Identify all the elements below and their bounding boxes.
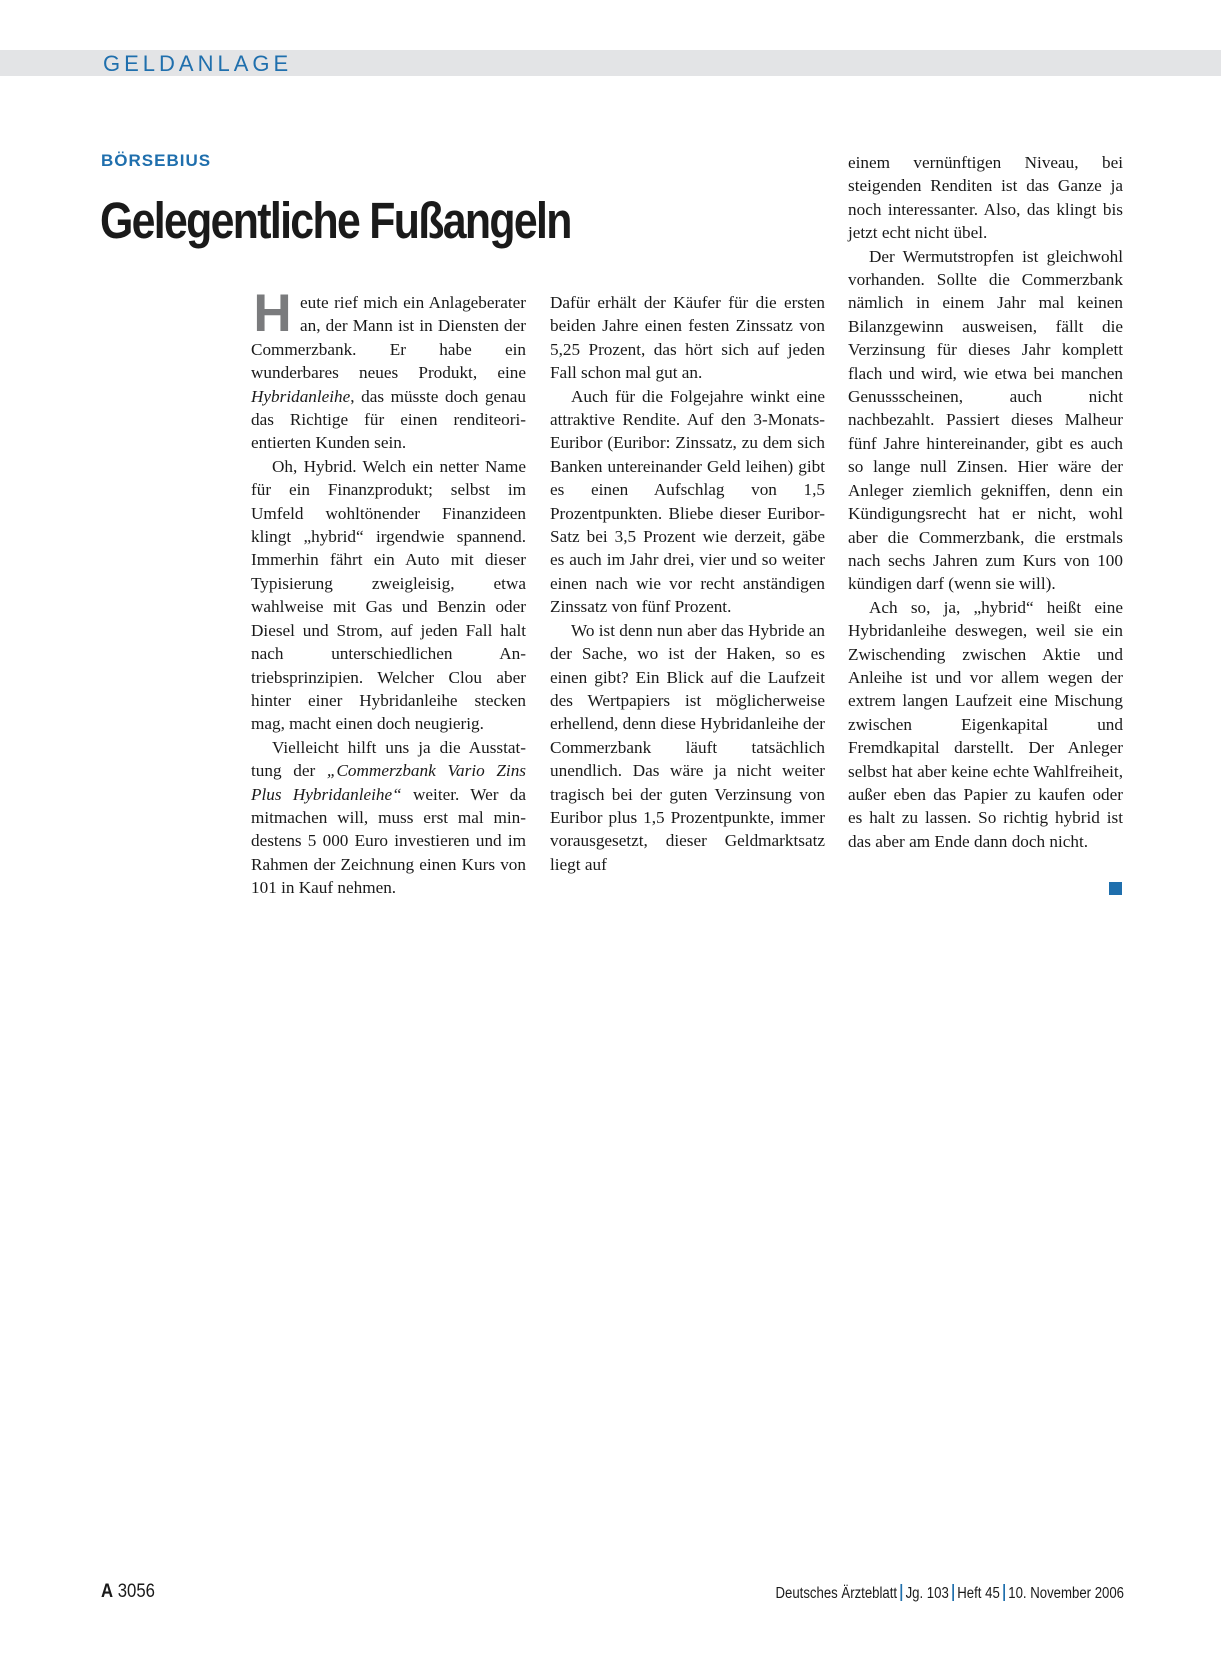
separator	[900, 1584, 902, 1601]
paragraph-text: Oh, Hybrid. Welch ein netter Name für ein Finanzprodukt; selbst im Umfeld wohltönender Finanzideen klingt „hybrid“ irgendwie spannend. Immerhin fährt ein Auto mit dieser Typisierung zweigleisig, etwa wahlweise mit Gas und Benzin oder Diesel und Strom, auf jeden Fall halt nach unterschiedlichen Antriebsprinzipien. Welcher Clou aber hinter einer Hybridanleihe stecken mag, macht einen doch neugierig.	[251, 456, 526, 734]
paragraph-text: , das müsste doch genau das Richtige für einen renditeorientierten Kunden sein.	[251, 386, 526, 453]
emphasis-text: Hybridanleihe	[251, 386, 351, 406]
paragraph	[848, 245, 1123, 596]
paragraph-text: Auch für die Folgejahre winkt eine attraktive Rendite. Auf den 3-Monats-Euribor (Euribor: Zinssatz, zu dem sich Banken untereinander Geld leihen) gibt es einen Aufschlag von 1,5 Prozentpunkten. Bliebe dieser Euribor-Satz bei 3,5 Prozent wie derzeit, gäbe es auch im Jahr drei, vier und so weiter einen nach wie vor recht anständigen Zinssatz von fünf Prozent.	[550, 386, 825, 617]
paragraph-text: Ach so, ja, „hybrid“ heißt eine Hybridanleihe deswegen, weil sie ein Zwischending zwischen Aktie und Anleihe ist und vor allem wegen der extrem langen Laufzeit eine Mischung zwischen Eigenkapital und Fremdkapital darstellt. Der Anleger selbst hat aber keine echte Wahlfreiheit, außer eben das Papier zu kaufen oder es halt zu lassen. So richtig hybrid ist das aber am Ende dann doch nicht.	[848, 597, 1123, 851]
issue-date: 10. November 2006	[1008, 1585, 1124, 1602]
issue: Heft 45	[957, 1585, 1000, 1602]
article-title: Gelegentliche Fußangeln	[100, 192, 571, 249]
paragraph	[251, 284, 526, 455]
paragraph	[550, 619, 825, 876]
emphasis-text: „Commerzbank Vario Zins Plus Hybridanleihe“	[251, 761, 526, 804]
paragraph-text: Vielleicht hilft uns ja die Ausstattung der	[251, 737, 526, 781]
page-prefix: A	[101, 1581, 114, 1602]
end-of-article-square-icon	[1109, 882, 1122, 895]
paragraph	[251, 736, 526, 900]
drop-cap: H	[253, 284, 292, 343]
journal-name: Deutsches Ärzteblatt	[775, 1585, 898, 1602]
text-column-3	[848, 151, 1123, 853]
paragraph	[848, 596, 1123, 853]
text-column-1	[251, 284, 526, 900]
paragraph-text: Dafür erhält der Käufer für die ersten beiden Jahre einen festen Zinssatz von 5,25 Prozent, das hört sich auf jeden Fall schon mal gut an.	[550, 293, 825, 383]
page-folio	[101, 1581, 155, 1603]
paragraph	[550, 385, 825, 619]
section-label: GELDANLAGE	[103, 51, 293, 76]
paragraph	[251, 455, 526, 736]
paragraph	[848, 151, 1123, 245]
article-kicker: BÖRSEBIUS	[101, 151, 212, 170]
separator	[1003, 1584, 1005, 1601]
publication-info	[776, 1584, 1125, 1603]
paragraph-text: Der Wermutstropfen ist gleichwohl vorhanden. Sollte die Commerzbank nämlich in einem Jahr mal keinen Bilanzgewinn ausweisen, fällt die Verzinsung für dieses Jahr komplett flach und wird, wie etwa bei manchen Genussscheinen, auch nicht nachbezahlt. Passiert dieses Malheur fünf Jahre hintereinander, gibt es auch so lange null Zinsen. Hier wäre der Anleger ziemlich gekniffen, denn ein Kündigungsrecht hat er nicht, wohl aber die Commerzbank, die erstmals nach sechs Jahren zum Kurs von 100 kündigen darf (wenn sie will).	[848, 246, 1123, 594]
paragraph-text: Wo ist denn nun aber das Hybride an der Sache, wo ist der Haken, so es einen gibt? Ein Blick auf die Laufzeit des Wertpapiers ist möglicherweise erhellend, denn diese Hybridanleihe der Commerzbank läuft tatsächlich unendlich. Das wäre ja nicht weiter tragisch bei der guten Verzinsung von Euribor plus 1,5 Prozentpunkte, immer vorausgesetzt, dieser Geldmarktsatz liegt auf	[550, 620, 825, 874]
volume: Jg. 103	[905, 1585, 949, 1602]
paragraph-text: eute rief mich ein Anlageberater an, der Mann ist in Diensten der Commerzbank. Er habe ein wunderbares neues Produkt, eine	[251, 293, 526, 383]
paragraph	[550, 291, 825, 385]
paragraph-text: einem vernünftigen Niveau, bei steigenden Renditen ist das Ganze ja noch interessanter. Also, das klingt bis jetzt echt nicht übel.	[848, 153, 1123, 243]
page-number: 3056	[117, 1581, 155, 1602]
text-column-2	[550, 291, 825, 876]
paragraph-text: weiter. Wer da mitmachen will, muss erst mal mindestens 5 000 Euro investieren und im Rahmen der Zeichnung einen Kurs von 101 in Kauf nehmen.	[251, 784, 526, 898]
separator	[952, 1584, 954, 1601]
